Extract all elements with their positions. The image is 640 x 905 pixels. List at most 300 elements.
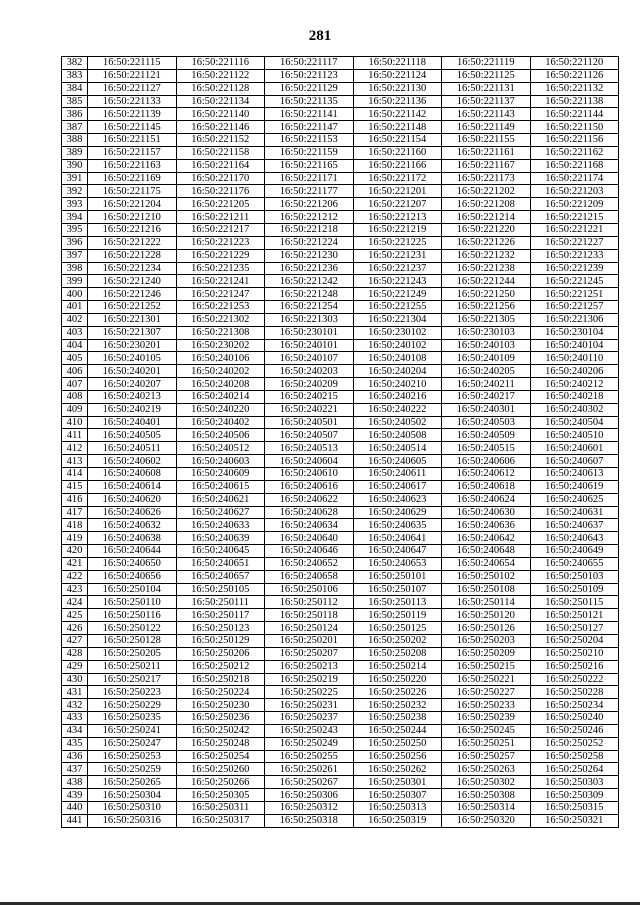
- cadastral-code-cell: 16:50:240212: [530, 378, 619, 391]
- cadastral-code-cell: 16:50:221209: [530, 198, 619, 211]
- cadastral-code-cell: 16:50:221155: [442, 134, 531, 147]
- cadastral-code-cell: 16:50:221160: [353, 146, 442, 159]
- cadastral-code-cell: 16:50:221218: [265, 223, 354, 236]
- row-number-cell: 406: [62, 365, 88, 378]
- cadastral-code-cell: 16:50:250224: [176, 686, 265, 699]
- cadastral-code-cell: 16:50:230202: [176, 339, 265, 352]
- table-row: [62, 352, 619, 365]
- cadastral-code-cell: 16:50:250263: [442, 763, 531, 776]
- cadastral-code-cell: 16:50:240207: [88, 378, 177, 391]
- cadastral-code-cell: 16:50:240635: [353, 519, 442, 532]
- table-row: [62, 557, 619, 570]
- row-number-cell: 419: [62, 532, 88, 545]
- row-number-cell: 432: [62, 699, 88, 712]
- cadastral-code-cell: 16:50:240642: [442, 532, 531, 545]
- table-row: [62, 313, 619, 326]
- cadastral-code-cell: 16:50:250202: [353, 634, 442, 647]
- cadastral-code-cell: 16:50:221149: [442, 121, 531, 134]
- cadastral-code-cell: 16:50:250226: [353, 686, 442, 699]
- cadastral-code-cell: 16:50:240503: [442, 416, 531, 429]
- cadastral-code-cell: 16:50:250259: [88, 763, 177, 776]
- cadastral-code-cell: 16:50:240636: [442, 519, 531, 532]
- table-row: [62, 262, 619, 275]
- cadastral-code-cell: 16:50:240628: [265, 506, 354, 519]
- cadastral-code-cell: 16:50:250108: [442, 583, 531, 596]
- cadastral-code-cell: 16:50:250125: [353, 622, 442, 635]
- cadastral-code-cell: 16:50:221143: [442, 108, 531, 121]
- cadastral-code-cell: 16:50:250266: [176, 776, 265, 789]
- cadastral-code-cell: 16:50:250128: [88, 634, 177, 647]
- cadastral-code-cell: 16:50:221150: [530, 121, 619, 134]
- cadastral-code-cell: 16:50:240637: [530, 519, 619, 532]
- cadastral-code-cell: 16:50:250246: [530, 724, 619, 737]
- cadastral-code-cell: 16:50:221124: [353, 69, 442, 82]
- cadastral-code-cell: 16:50:221139: [88, 108, 177, 121]
- cadastral-code-cell: 16:50:221215: [530, 211, 619, 224]
- cadastral-codes-table: [61, 56, 619, 828]
- cadastral-code-cell: 16:50:221131: [442, 82, 531, 95]
- cadastral-code-cell: 16:50:240639: [176, 532, 265, 545]
- table-row: [62, 198, 619, 211]
- cadastral-code-cell: 16:50:221239: [530, 262, 619, 275]
- cadastral-code-cell: 16:50:221136: [353, 95, 442, 108]
- table-row: [62, 468, 619, 481]
- cadastral-code-cell: 16:50:240302: [530, 403, 619, 416]
- cadastral-code-cell: 16:50:240623: [353, 493, 442, 506]
- cadastral-code-cell: 16:50:221252: [88, 301, 177, 314]
- row-number-cell: 391: [62, 172, 88, 185]
- row-number-cell: 386: [62, 108, 88, 121]
- cadastral-code-cell: 16:50:221151: [88, 134, 177, 147]
- cadastral-code-cell: 16:50:221177: [265, 185, 354, 198]
- cadastral-code-cell: 16:50:250221: [442, 673, 531, 686]
- cadastral-code-cell: 16:50:221165: [265, 159, 354, 172]
- cadastral-code-cell: 16:50:240217: [442, 390, 531, 403]
- cadastral-code-cell: 16:50:221134: [176, 95, 265, 108]
- cadastral-code-cell: 16:50:221241: [176, 275, 265, 288]
- cadastral-code-cell: 16:50:250122: [88, 622, 177, 635]
- table-row: [62, 519, 619, 532]
- cadastral-code-cell: 16:50:221137: [442, 95, 531, 108]
- cadastral-code-cell: 16:50:221213: [353, 211, 442, 224]
- row-number-cell: 433: [62, 712, 88, 725]
- cadastral-code-cell: 16:50:221303: [265, 313, 354, 326]
- cadastral-code-cell: 16:50:221162: [530, 146, 619, 159]
- cadastral-code-cell: 16:50:221230: [265, 249, 354, 262]
- cadastral-code-cell: 16:50:250113: [353, 596, 442, 609]
- row-number-cell: 411: [62, 429, 88, 442]
- cadastral-code-cell: 16:50:240110: [530, 352, 619, 365]
- cadastral-code-cell: 16:50:250262: [353, 763, 442, 776]
- cadastral-code-cell: 16:50:221172: [353, 172, 442, 185]
- cadastral-code-cell: 16:50:240211: [442, 378, 531, 391]
- cadastral-code-cell: 16:50:221214: [442, 211, 531, 224]
- cadastral-code-cell: 16:50:240634: [265, 519, 354, 532]
- cadastral-code-cell: 16:50:250123: [176, 622, 265, 635]
- table-row: [62, 763, 619, 776]
- row-number-cell: 435: [62, 737, 88, 750]
- cadastral-code-cell: 16:50:250264: [530, 763, 619, 776]
- cadastral-code-cell: 16:50:240509: [442, 429, 531, 442]
- cadastral-code-cell: 16:50:221207: [353, 198, 442, 211]
- cadastral-code-cell: 16:50:240107: [265, 352, 354, 365]
- table-row: [62, 57, 619, 70]
- table-row: [62, 609, 619, 622]
- cadastral-code-cell: 16:50:240655: [530, 557, 619, 570]
- cadastral-code-cell: 16:50:240206: [530, 365, 619, 378]
- cadastral-code-cell: 16:50:240202: [176, 365, 265, 378]
- cadastral-code-cell: 16:50:221123: [265, 69, 354, 82]
- cadastral-code-cell: 16:50:240625: [530, 493, 619, 506]
- table-row: [62, 596, 619, 609]
- row-number-cell: 421: [62, 557, 88, 570]
- row-number-cell: 398: [62, 262, 88, 275]
- table-row: [62, 416, 619, 429]
- cadastral-code-cell: 16:50:240617: [353, 480, 442, 493]
- row-number-cell: 429: [62, 660, 88, 673]
- cadastral-code-cell: 16:50:240108: [353, 352, 442, 365]
- cadastral-code-cell: 16:50:221254: [265, 301, 354, 314]
- cadastral-code-cell: 16:50:240514: [353, 442, 442, 455]
- cadastral-code-cell: 16:50:240215: [265, 390, 354, 403]
- cadastral-code-cell: 16:50:221171: [265, 172, 354, 185]
- table-row: [62, 211, 619, 224]
- cadastral-code-cell: 16:50:250257: [442, 750, 531, 763]
- row-number-cell: 420: [62, 545, 88, 558]
- cadastral-code-cell: 16:50:221237: [353, 262, 442, 275]
- row-number-cell: 430: [62, 673, 88, 686]
- cadastral-code-cell: 16:50:250215: [442, 660, 531, 673]
- cadastral-code-cell: 16:50:240640: [265, 532, 354, 545]
- row-number-cell: 397: [62, 249, 88, 262]
- cadastral-code-cell: 16:50:250245: [442, 724, 531, 737]
- cadastral-code-cell: 16:50:240610: [265, 468, 354, 481]
- table-row: [62, 622, 619, 635]
- cadastral-code-cell: 16:50:221306: [530, 313, 619, 326]
- cadastral-code-cell: 16:50:250302: [442, 776, 531, 789]
- cadastral-code-cell: 16:50:221217: [176, 223, 265, 236]
- cadastral-code-cell: 16:50:250204: [530, 634, 619, 647]
- cadastral-code-cell: 16:50:250301: [353, 776, 442, 789]
- cadastral-code-cell: 16:50:250237: [265, 712, 354, 725]
- cadastral-code-cell: 16:50:250319: [353, 814, 442, 827]
- cadastral-code-cell: 16:50:250212: [176, 660, 265, 673]
- cadastral-code-cell: 16:50:240613: [530, 468, 619, 481]
- cadastral-code-cell: 16:50:250304: [88, 789, 177, 802]
- cadastral-code-cell: 16:50:221244: [442, 275, 531, 288]
- cadastral-code-cell: 16:50:221206: [265, 198, 354, 211]
- cadastral-code-cell: 16:50:250124: [265, 622, 354, 635]
- cadastral-code-cell: 16:50:240658: [265, 570, 354, 583]
- row-number-cell: 392: [62, 185, 88, 198]
- cadastral-code-cell: 16:50:221135: [265, 95, 354, 108]
- cadastral-code-cell: 16:50:250213: [265, 660, 354, 673]
- cadastral-code-cell: 16:50:240210: [353, 378, 442, 391]
- table-body: [62, 57, 619, 828]
- cadastral-code-cell: 16:50:250211: [88, 660, 177, 673]
- cadastral-code-cell: 16:50:250217: [88, 673, 177, 686]
- cadastral-code-cell: 16:50:250321: [530, 814, 619, 827]
- cadastral-code-cell: 16:50:240621: [176, 493, 265, 506]
- row-number-cell: 383: [62, 69, 88, 82]
- cadastral-code-cell: 16:50:221221: [530, 223, 619, 236]
- cadastral-code-cell: 16:50:230104: [530, 326, 619, 339]
- cadastral-code-cell: 16:50:221140: [176, 108, 265, 121]
- cadastral-code-cell: 16:50:240604: [265, 455, 354, 468]
- cadastral-code-cell: 16:50:221147: [265, 121, 354, 134]
- cadastral-code-cell: 16:50:240626: [88, 506, 177, 519]
- cadastral-code-cell: 16:50:240645: [176, 545, 265, 558]
- table-row: [62, 712, 619, 725]
- cadastral-code-cell: 16:50:221308: [176, 326, 265, 339]
- cadastral-code-cell: 16:50:240649: [530, 545, 619, 558]
- cadastral-code-cell: 16:50:240105: [88, 352, 177, 365]
- cadastral-code-cell: 16:50:221176: [176, 185, 265, 198]
- cadastral-code-cell: 16:50:240651: [176, 557, 265, 570]
- row-number-cell: 441: [62, 814, 88, 827]
- cadastral-code-cell: 16:50:250242: [176, 724, 265, 737]
- cadastral-code-cell: 16:50:221253: [176, 301, 265, 314]
- table-row: [62, 660, 619, 673]
- cadastral-code-cell: 16:50:221225: [353, 236, 442, 249]
- row-number-cell: 422: [62, 570, 88, 583]
- cadastral-code-cell: 16:50:221161: [442, 146, 531, 159]
- cadastral-code-cell: 16:50:250317: [176, 814, 265, 827]
- cadastral-code-cell: 16:50:221205: [176, 198, 265, 211]
- cadastral-code-cell: 16:50:221148: [353, 121, 442, 134]
- cadastral-code-cell: 16:50:240607: [530, 455, 619, 468]
- cadastral-code-cell: 16:50:250261: [265, 763, 354, 776]
- row-number-cell: 382: [62, 57, 88, 70]
- cadastral-code-cell: 16:50:240644: [88, 545, 177, 558]
- cadastral-code-cell: 16:50:250228: [530, 686, 619, 699]
- cadastral-code-cell: 16:50:250126: [442, 622, 531, 635]
- cadastral-code-cell: 16:50:250115: [530, 596, 619, 609]
- table-row: [62, 545, 619, 558]
- table-row: [62, 236, 619, 249]
- table-row: [62, 789, 619, 802]
- cadastral-code-cell: 16:50:240638: [88, 532, 177, 545]
- cadastral-code-cell: 16:50:221304: [353, 313, 442, 326]
- cadastral-code-cell: 16:50:221208: [442, 198, 531, 211]
- row-number-cell: 425: [62, 609, 88, 622]
- cadastral-code-cell: 16:50:250315: [530, 801, 619, 814]
- cadastral-code-cell: 16:50:221202: [442, 185, 531, 198]
- table-row: [62, 365, 619, 378]
- cadastral-code-cell: 16:50:250209: [442, 647, 531, 660]
- cadastral-code-cell: 16:50:221305: [442, 313, 531, 326]
- cadastral-code-cell: 16:50:250216: [530, 660, 619, 673]
- cadastral-code-cell: 16:50:250234: [530, 699, 619, 712]
- cadastral-code-cell: 16:50:240653: [353, 557, 442, 570]
- row-number-cell: 396: [62, 236, 88, 249]
- cadastral-code-cell: 16:50:221175: [88, 185, 177, 198]
- cadastral-code-cell: 16:50:221168: [530, 159, 619, 172]
- cadastral-code-cell: 16:50:221216: [88, 223, 177, 236]
- table-row: [62, 339, 619, 352]
- cadastral-code-cell: 16:50:240104: [530, 339, 619, 352]
- cadastral-code-cell: 16:50:240109: [442, 352, 531, 365]
- cadastral-code-cell: 16:50:250249: [265, 737, 354, 750]
- cadastral-code-cell: 16:50:240214: [176, 390, 265, 403]
- cadastral-code-cell: 16:50:221128: [176, 82, 265, 95]
- cadastral-code-cell: 16:50:221243: [353, 275, 442, 288]
- cadastral-code-cell: 16:50:221249: [353, 288, 442, 301]
- cadastral-code-cell: 16:50:240205: [442, 365, 531, 378]
- table-row: [62, 185, 619, 198]
- cadastral-code-cell: 16:50:221220: [442, 223, 531, 236]
- cadastral-code-cell: 16:50:221229: [176, 249, 265, 262]
- row-number-cell: 385: [62, 95, 88, 108]
- cadastral-code-cell: 16:50:240504: [530, 416, 619, 429]
- cadastral-code-cell: 16:50:221132: [530, 82, 619, 95]
- row-number-cell: 440: [62, 801, 88, 814]
- cadastral-code-cell: 16:50:240609: [176, 468, 265, 481]
- cadastral-code-cell: 16:50:221227: [530, 236, 619, 249]
- table-row: [62, 814, 619, 827]
- table-row: [62, 583, 619, 596]
- cadastral-code-cell: 16:50:221210: [88, 211, 177, 224]
- cadastral-code-cell: 16:50:250303: [530, 776, 619, 789]
- table-row: [62, 634, 619, 647]
- cadastral-code-cell: 16:50:250260: [176, 763, 265, 776]
- cadastral-code-cell: 16:50:221231: [353, 249, 442, 262]
- cadastral-code-cell: 16:50:250120: [442, 609, 531, 622]
- table-row: [62, 146, 619, 159]
- cadastral-code-cell: 16:50:240101: [265, 339, 354, 352]
- cadastral-code-cell: 16:50:250222: [530, 673, 619, 686]
- cadastral-code-cell: 16:50:250267: [265, 776, 354, 789]
- table-row: [62, 326, 619, 339]
- cadastral-code-cell: 16:50:250309: [530, 789, 619, 802]
- cadastral-code-cell: 16:50:250206: [176, 647, 265, 660]
- cadastral-code-cell: 16:50:250320: [442, 814, 531, 827]
- cadastral-code-cell: 16:50:250250: [353, 737, 442, 750]
- cadastral-code-cell: 16:50:240204: [353, 365, 442, 378]
- table-row: [62, 532, 619, 545]
- cadastral-code-cell: 16:50:240646: [265, 545, 354, 558]
- row-number-cell: 434: [62, 724, 88, 737]
- cadastral-code-cell: 16:50:221236: [265, 262, 354, 275]
- cadastral-code-cell: 16:50:230103: [442, 326, 531, 339]
- cadastral-code-cell: 16:50:250106: [265, 583, 354, 596]
- row-number-cell: 438: [62, 776, 88, 789]
- cadastral-code-cell: 16:50:250121: [530, 609, 619, 622]
- cadastral-code-cell: 16:50:240614: [88, 480, 177, 493]
- cadastral-code-cell: 16:50:250251: [442, 737, 531, 750]
- cadastral-code-cell: 16:50:221158: [176, 146, 265, 159]
- cadastral-code-cell: 16:50:221235: [176, 262, 265, 275]
- cadastral-code-cell: 16:50:250236: [176, 712, 265, 725]
- cadastral-code-cell: 16:50:240648: [442, 545, 531, 558]
- cadastral-code-cell: 16:50:221222: [88, 236, 177, 249]
- cadastral-code-cell: 16:50:250313: [353, 801, 442, 814]
- row-number-cell: 417: [62, 506, 88, 519]
- cadastral-code-cell: 16:50:221248: [265, 288, 354, 301]
- table-row: [62, 223, 619, 236]
- cadastral-code-cell: 16:50:221117: [265, 57, 354, 70]
- cadastral-code-cell: 16:50:230102: [353, 326, 442, 339]
- cadastral-code-cell: 16:50:240622: [265, 493, 354, 506]
- cadastral-code-cell: 16:50:221141: [265, 108, 354, 121]
- row-number-cell: 427: [62, 634, 88, 647]
- cadastral-code-cell: 16:50:240605: [353, 455, 442, 468]
- cadastral-code-cell: 16:50:240627: [176, 506, 265, 519]
- cadastral-code-cell: 16:50:250118: [265, 609, 354, 622]
- cadastral-code-cell: 16:50:240624: [442, 493, 531, 506]
- cadastral-code-cell: 16:50:221164: [176, 159, 265, 172]
- cadastral-code-cell: 16:50:250235: [88, 712, 177, 725]
- cadastral-code-cell: 16:50:250308: [442, 789, 531, 802]
- cadastral-code-cell: 16:50:221118: [353, 57, 442, 70]
- cadastral-code-cell: 16:50:250307: [353, 789, 442, 802]
- cadastral-code-cell: 16:50:221232: [442, 249, 531, 262]
- cadastral-code-cell: 16:50:221302: [176, 313, 265, 326]
- cadastral-code-cell: 16:50:240106: [176, 352, 265, 365]
- cadastral-code-cell: 16:50:221201: [353, 185, 442, 198]
- cadastral-code-cell: 16:50:221251: [530, 288, 619, 301]
- row-number-cell: 400: [62, 288, 88, 301]
- cadastral-code-cell: 16:50:240630: [442, 506, 531, 519]
- cadastral-code-cell: 16:50:221170: [176, 172, 265, 185]
- table-row: [62, 108, 619, 121]
- cadastral-code-cell: 16:50:240220: [176, 403, 265, 416]
- cadastral-code-cell: 16:50:240654: [442, 557, 531, 570]
- cadastral-code-cell: 16:50:250114: [442, 596, 531, 609]
- cadastral-code-cell: 16:50:240102: [353, 339, 442, 352]
- cadastral-code-cell: 16:50:250105: [176, 583, 265, 596]
- table-row: [62, 442, 619, 455]
- cadastral-code-cell: 16:50:250203: [442, 634, 531, 647]
- cadastral-code-cell: 16:50:250201: [265, 634, 354, 647]
- table-row: [62, 275, 619, 288]
- table-row: [62, 82, 619, 95]
- cadastral-code-cell: 16:50:250240: [530, 712, 619, 725]
- cadastral-code-cell: 16:50:221204: [88, 198, 177, 211]
- row-number-cell: 409: [62, 403, 88, 416]
- cadastral-code-cell: 16:50:240218: [530, 390, 619, 403]
- table-row: [62, 750, 619, 763]
- table-row: [62, 506, 619, 519]
- table-row: [62, 301, 619, 314]
- cadastral-code-cell: 16:50:250223: [88, 686, 177, 699]
- cadastral-code-cell: 16:50:250253: [88, 750, 177, 763]
- table-row: [62, 403, 619, 416]
- cadastral-code-cell: 16:50:250306: [265, 789, 354, 802]
- row-number-cell: 407: [62, 378, 88, 391]
- table-row: [62, 699, 619, 712]
- table-row: [62, 121, 619, 134]
- cadastral-code-cell: 16:50:250227: [442, 686, 531, 699]
- cadastral-code-cell: 16:50:240507: [265, 429, 354, 442]
- cadastral-code-cell: 16:50:250119: [353, 609, 442, 622]
- cadastral-code-cell: 16:50:240657: [176, 570, 265, 583]
- cadastral-code-cell: 16:50:250104: [88, 583, 177, 596]
- cadastral-code-cell: 16:50:221122: [176, 69, 265, 82]
- cadastral-code-cell: 16:50:221163: [88, 159, 177, 172]
- cadastral-code-cell: 16:50:250220: [353, 673, 442, 686]
- page-number: 281: [308, 28, 332, 44]
- cadastral-code-cell: 16:50:250233: [442, 699, 531, 712]
- cadastral-code-cell: 16:50:250218: [176, 673, 265, 686]
- cadastral-code-cell: 16:50:240511: [88, 442, 177, 455]
- cadastral-code-cell: 16:50:240201: [88, 365, 177, 378]
- table-row: [62, 429, 619, 442]
- cadastral-code-cell: 16:50:221307: [88, 326, 177, 339]
- table-row: [62, 737, 619, 750]
- table-row: [62, 493, 619, 506]
- cadastral-code-cell: 16:50:240650: [88, 557, 177, 570]
